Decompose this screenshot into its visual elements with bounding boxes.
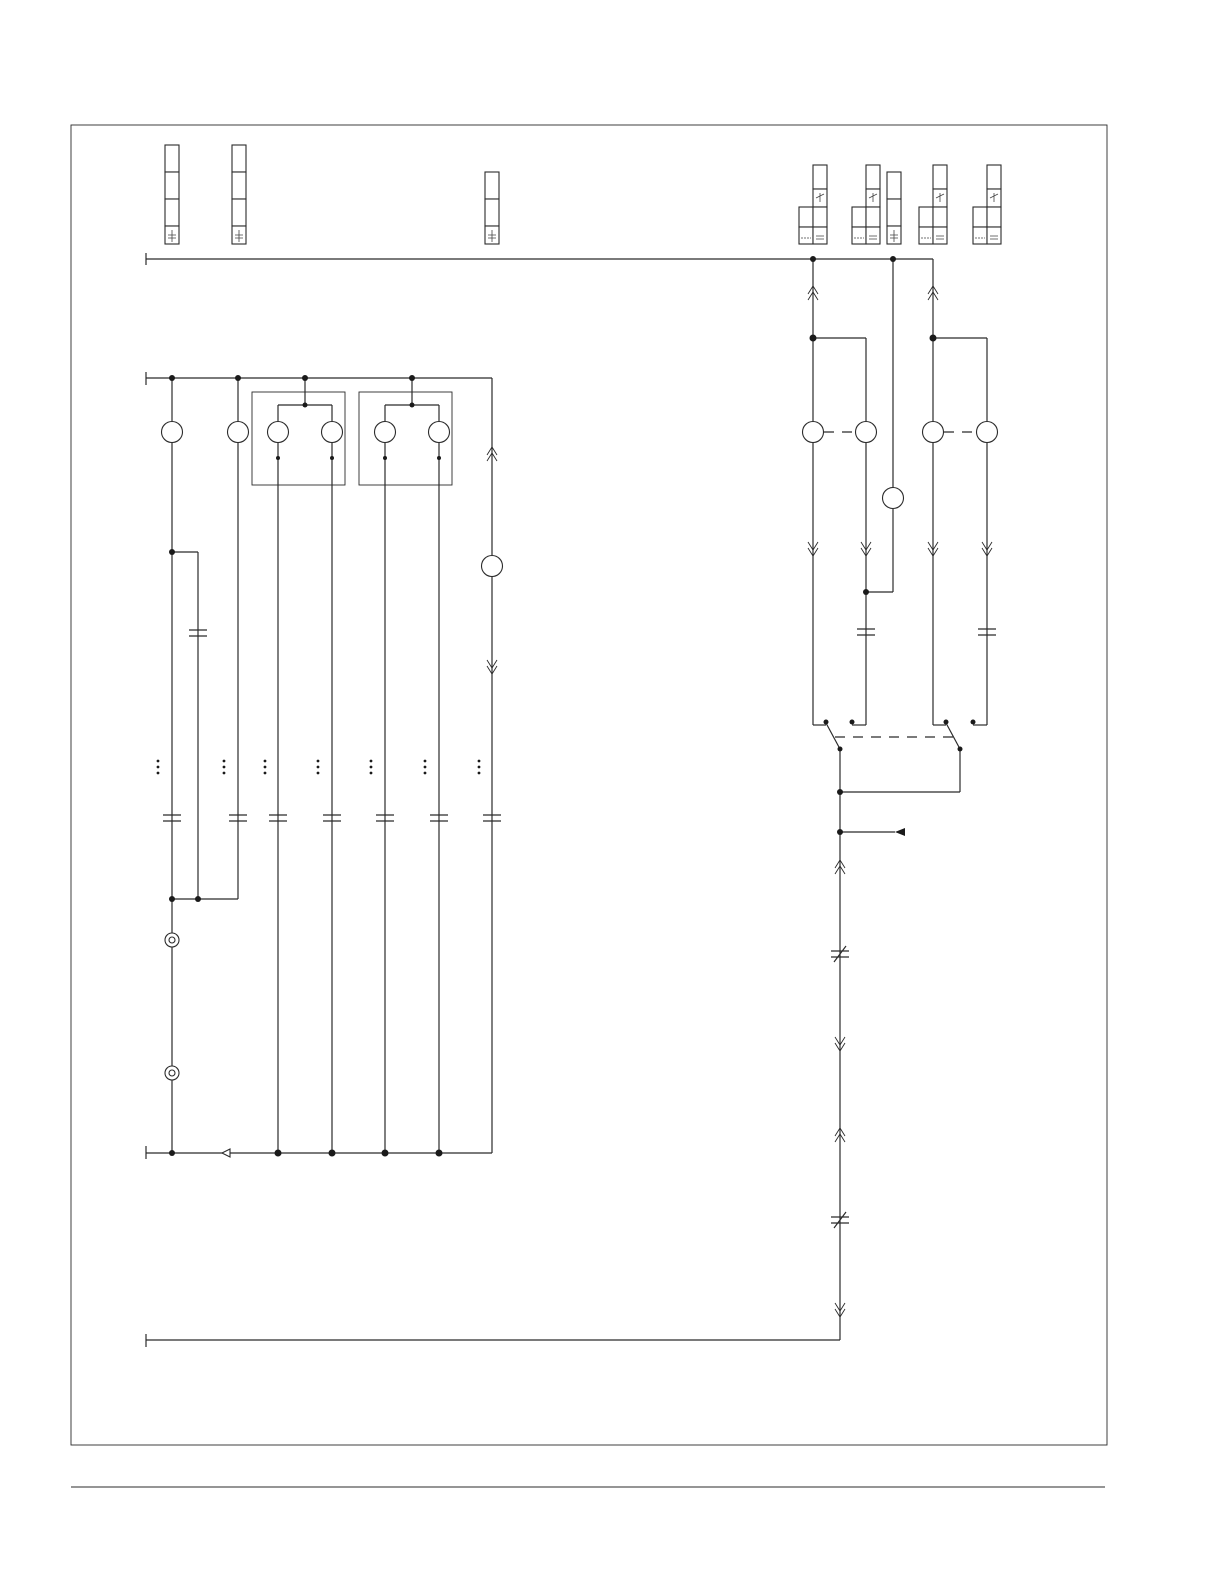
lamp-icon [429, 422, 450, 443]
junction-dots-left [169, 375, 443, 1157]
switch-icon [824, 720, 976, 752]
lamp-icon [228, 422, 249, 443]
diode-icon [222, 1149, 230, 1157]
lamp-icon [322, 422, 343, 443]
connector-pin-markers [157, 760, 481, 775]
lamp-icon [923, 422, 944, 443]
lamp-icon [375, 422, 396, 443]
fuse-box-right-4 [919, 165, 947, 244]
inline-connectors-right [857, 629, 996, 635]
fuse-box-center [485, 172, 499, 244]
fuse-box-left-1 [165, 145, 179, 244]
lamp-icon [803, 422, 824, 443]
terminal-arrow-icon [895, 828, 905, 836]
right-circuit-wires [813, 259, 987, 1340]
lamp-icon [268, 422, 289, 443]
connector-arrows-right [808, 286, 992, 1317]
fuse-box-left-2 [232, 145, 246, 244]
lamp-icon [162, 422, 183, 443]
lamp-icon [883, 488, 904, 509]
fuse-box-right-3 [887, 172, 901, 244]
fuse-box-right-5 [973, 165, 1001, 244]
left-circuit-wires [172, 378, 492, 1153]
lamp-icon [977, 422, 998, 443]
fuse-box-right-2 [852, 165, 880, 244]
lamp-icon [856, 422, 877, 443]
junction-dots-right [810, 256, 937, 835]
fuse-box-right-1 [799, 165, 827, 244]
diagram-frame [71, 125, 1107, 1445]
bus-lines [146, 253, 933, 1347]
lamp-icon [482, 556, 503, 577]
